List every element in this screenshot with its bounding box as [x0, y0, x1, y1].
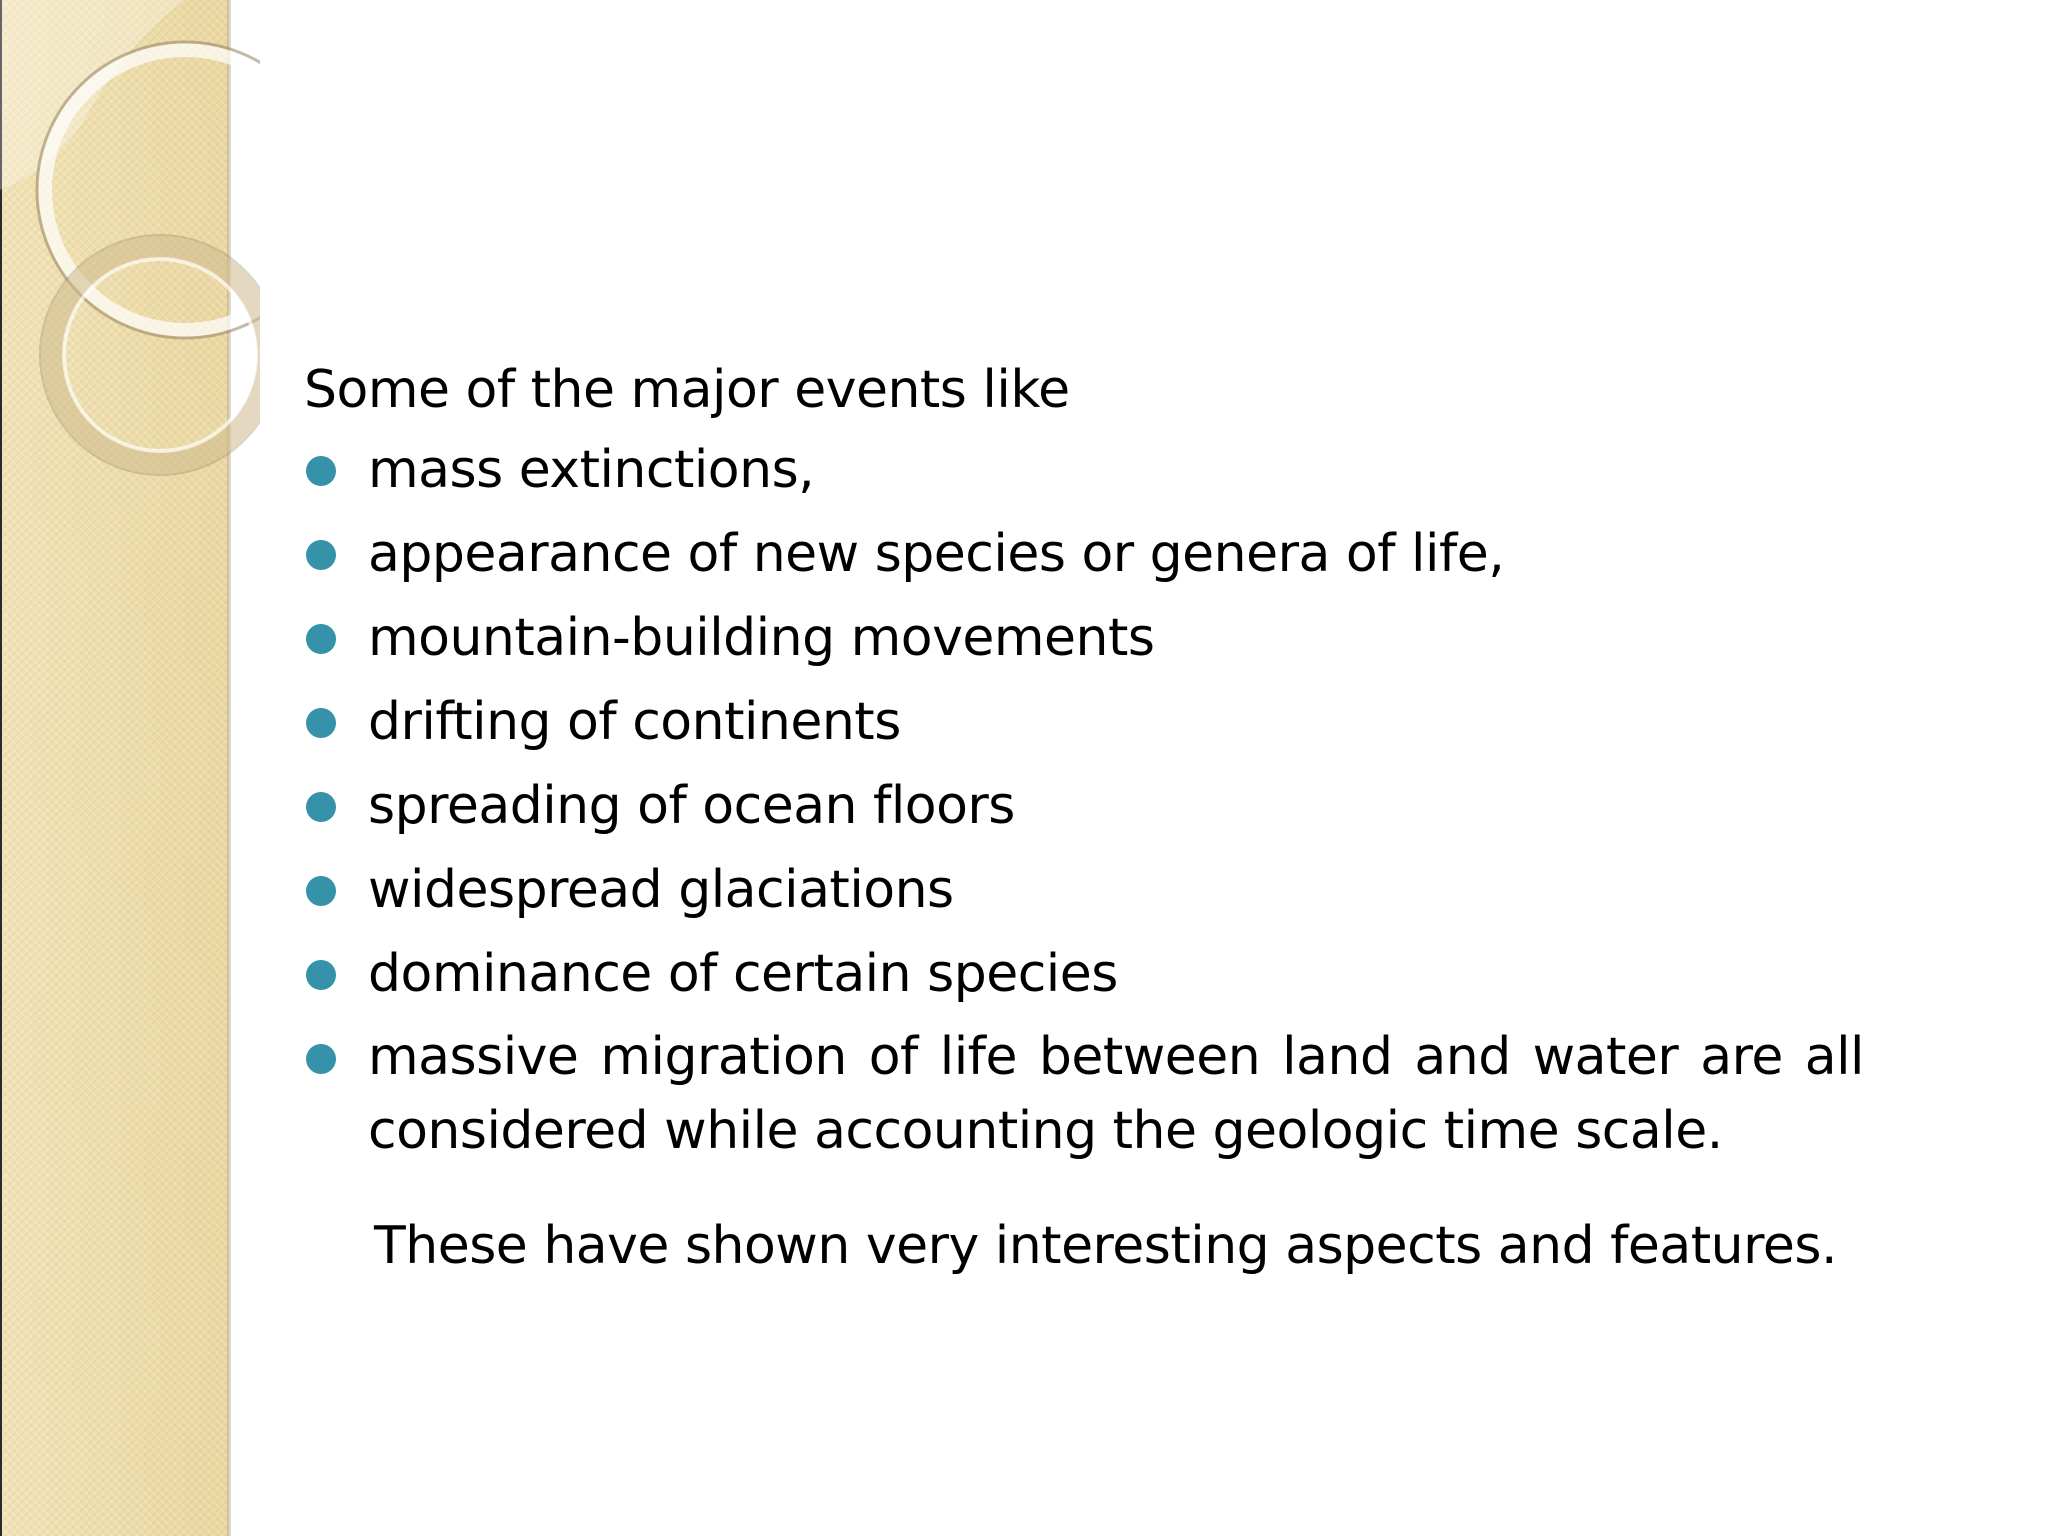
intro-text: Some of the major events like: [304, 360, 1070, 420]
list-item: [304, 516, 1864, 592]
list-item-text: drifting of continents: [368, 692, 901, 752]
list-item: [304, 768, 1864, 844]
list-item-text: appearance of new species or genera of life,: [368, 524, 1505, 584]
bullet-dot-icon: [306, 792, 336, 822]
list-item: [304, 936, 1864, 1012]
list-item: [304, 600, 1864, 676]
list-item-text: mass extinctions,: [368, 440, 815, 500]
bullet-dot-icon: [306, 1044, 336, 1074]
list-item-text: massive migration of life between land and water are all considered while accounting the geologic time scale.: [368, 1027, 1864, 1161]
list-item-text: mountain-building movements: [368, 608, 1155, 668]
list-item: [304, 1020, 1864, 1168]
bullet-dot-icon: [306, 540, 336, 570]
bullet-dot-icon: [306, 960, 336, 990]
events-list: [304, 432, 1864, 1168]
bullet-dot-icon: [306, 876, 336, 906]
bullet-dot-icon: [306, 456, 336, 486]
list-item-text: widespread glaciations: [368, 860, 954, 920]
bullet-dot-icon: [306, 708, 336, 738]
list-item: [304, 852, 1864, 928]
list-item: [304, 432, 1864, 508]
bullet-dot-icon: [306, 624, 336, 654]
decorative-rings: [0, 0, 260, 520]
list-item-text: dominance of certain species: [368, 944, 1118, 1004]
slide-body: [304, 350, 1864, 1286]
list-item-text: spreading of ocean floors: [368, 776, 1015, 836]
closing-text: These have shown very interesting aspects and features.: [374, 1216, 1837, 1276]
list-item: [304, 684, 1864, 760]
